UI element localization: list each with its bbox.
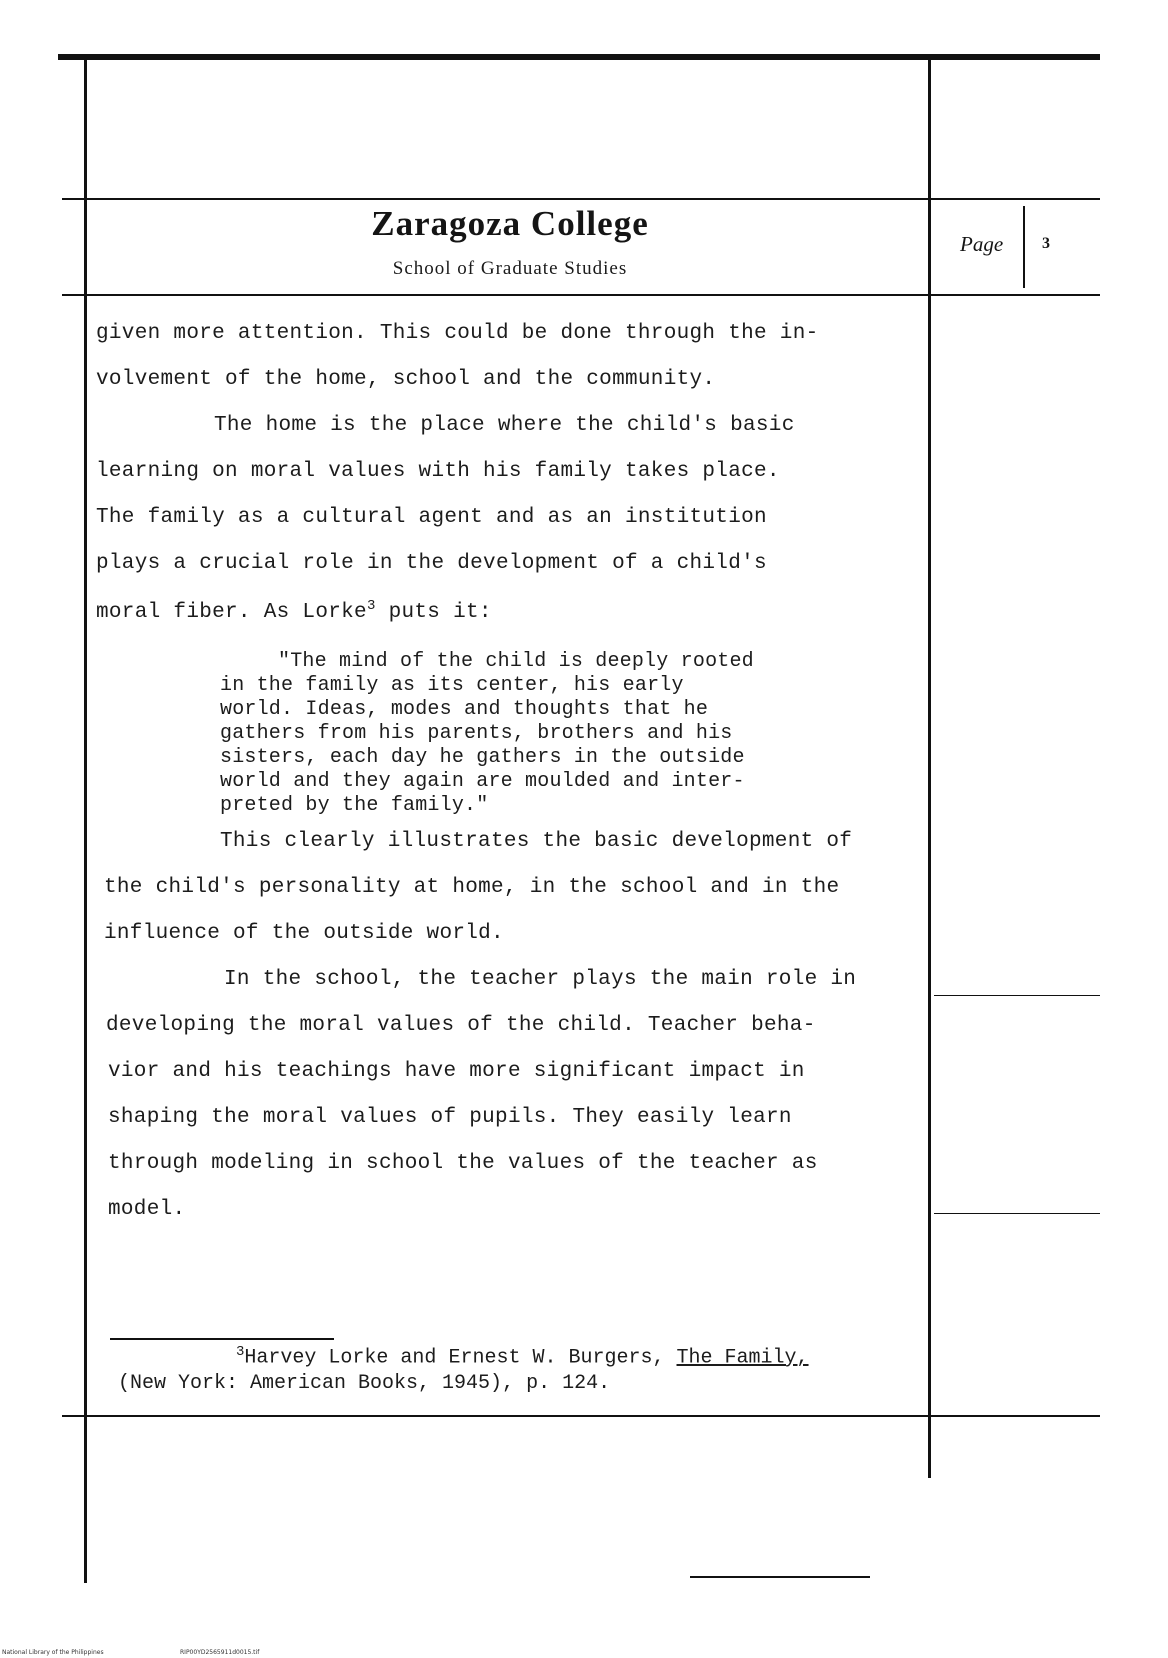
body-line: The home is the place where the child's basic	[214, 414, 795, 437]
body-line: This clearly illustrates the basic development of	[220, 830, 853, 853]
header-top-rule	[62, 198, 1100, 200]
body-line: given more attention. This could be done through the in-	[96, 322, 819, 345]
body-line: influence of the outside world.	[104, 922, 504, 945]
scan-footer-file-id: RIP00YD2565911d0015.tif	[180, 1649, 260, 1656]
institution-title: Zaragoza College	[371, 204, 649, 243]
page-number: 3	[1042, 235, 1050, 252]
body-line: the child's personality at home, in the school and in the	[104, 876, 840, 899]
left-margin-line	[84, 58, 87, 1583]
department-subtitle: School of Graduate Studies	[392, 258, 628, 279]
body-line: through modeling in school the values of the teacher as	[108, 1152, 818, 1175]
body-line: volvement of the home, school and the community.	[96, 368, 716, 391]
body-line: model.	[108, 1198, 186, 1221]
quote-line: sisters, each day he gathers in the outside	[220, 746, 745, 769]
quote-line: world. Ideas, modes and thoughts that he	[220, 698, 709, 721]
top-border	[58, 54, 1100, 60]
quote-line: in the family as its center, his early	[220, 674, 684, 697]
body-line: learning on moral values with his family takes place.	[96, 460, 780, 483]
margin-tick-rule	[934, 995, 1100, 996]
footnote-authors: Harvey Lorke and Ernest W. Burgers,	[244, 1346, 665, 1370]
footnote-separator	[110, 1338, 334, 1340]
page-label: Page	[960, 232, 1004, 256]
scan-footer-library: National Library of the Philippines	[2, 1649, 104, 1656]
body-line-text: moral fiber. As Lorke	[96, 601, 367, 624]
header-bottom-rule	[62, 294, 1100, 296]
footnote-book-title: The Family,	[676, 1346, 809, 1370]
bottom-rule	[62, 1415, 1100, 1417]
citation-marker: 3	[366, 598, 376, 614]
bottom-stray-rule	[690, 1576, 870, 1578]
body-line	[96, 598, 492, 624]
footnote-marker: 3	[236, 1344, 245, 1360]
body-line: In the school, the teacher plays the main role in	[224, 968, 857, 991]
quote-line: "The mind of the child is deeply rooted	[278, 650, 754, 673]
block-quote	[220, 650, 754, 818]
body-line: plays a crucial role in the development of a child's	[96, 552, 767, 575]
footnote-publication: (New York: American Books, 1945), p. 124.	[118, 1372, 611, 1395]
footnote-line	[236, 1344, 809, 1370]
margin-tick-rule	[934, 1213, 1100, 1214]
page-box-divider	[1023, 206, 1025, 288]
quote-line: world and they again are moulded and inter-	[220, 770, 745, 793]
body-line-text: puts it:	[388, 601, 492, 624]
body-line: The family as a cultural agent and as an institution	[96, 506, 767, 529]
quote-line: gathers from his parents, brothers and his	[220, 722, 733, 745]
body-line: developing the moral values of the child. Teacher beha-	[106, 1014, 816, 1037]
body-line: vior and his teachings have more significant impact in	[108, 1060, 805, 1083]
quote-line: preted by the family."	[220, 794, 489, 817]
body-line: shaping the moral values of pupils. They easily learn	[108, 1106, 792, 1129]
